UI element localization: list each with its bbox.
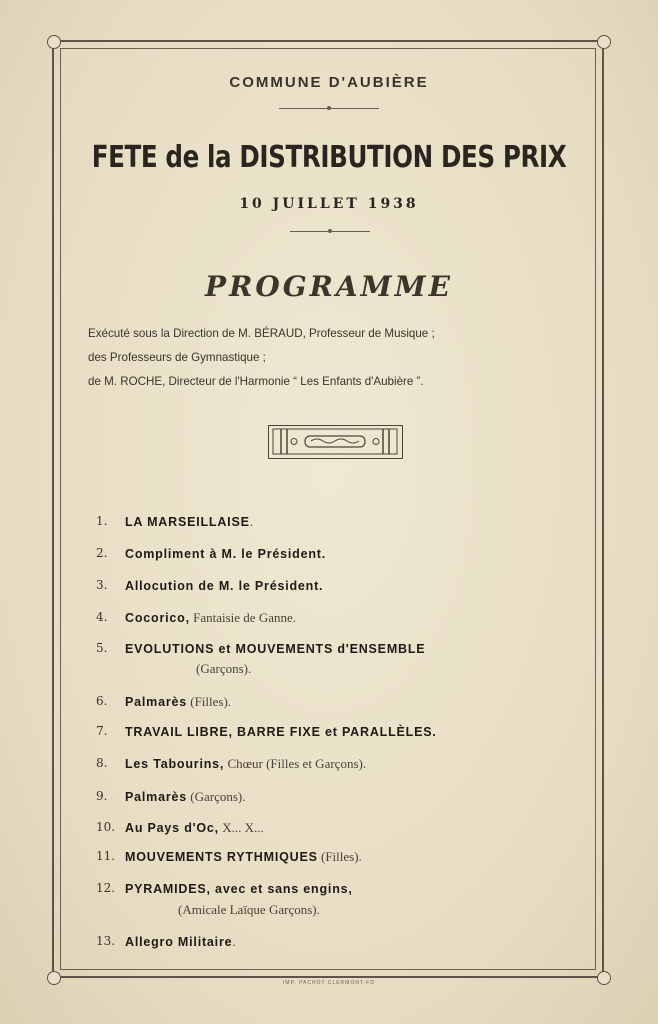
item-number: 9.	[96, 789, 108, 803]
item-number: 13.	[96, 934, 116, 948]
item-title: TRAVAIL LIBRE, BARRE FIXE et PARALLÈLES.	[125, 725, 437, 739]
divider-dot	[328, 229, 332, 233]
divider-dot	[327, 106, 331, 110]
item-detail: (Filles).	[187, 694, 232, 709]
frame-corner-ornament	[597, 35, 611, 49]
item-title: Allegro Militaire	[125, 935, 233, 949]
item-title: MOUVEMENTS RYTHMIQUES	[125, 850, 318, 864]
item-detail: Chœur (Filles et Garçons).	[224, 756, 367, 771]
item-number: 5.	[96, 641, 108, 655]
item-number: 1.	[96, 514, 108, 528]
item-title: PYRAMIDES, avec et sans engins,	[125, 882, 353, 896]
page-title: FETE de la DISTRIBUTION DES PRIX	[91, 140, 567, 175]
item-number: 12.	[96, 881, 116, 895]
programme-heading: PROGRAMME	[205, 270, 453, 303]
item-number: 6.	[96, 694, 108, 708]
item-title: Cocorico,	[125, 611, 190, 625]
item-title: Au Pays d'Oc,	[125, 821, 219, 835]
item-title: EVOLUTIONS et MOUVEMENTS d'ENSEMBLE	[125, 642, 426, 656]
item-detail: (Garçons).	[187, 789, 246, 804]
direction-line: des Professeurs de Gymnastique ;	[88, 351, 266, 364]
item-number: 4.	[96, 610, 108, 624]
event-date: 10 JUILLET 1938	[239, 196, 419, 212]
item-number: 11.	[96, 849, 116, 863]
item-title: Allocution de M. le Président.	[125, 579, 324, 593]
frame-corner-ornament	[47, 35, 61, 49]
commune-heading: COMMUNE D'AUBIÈRE	[229, 74, 429, 91]
item-detail: .	[249, 514, 253, 529]
item-number: 10.	[96, 820, 116, 834]
direction-line: de M. ROCHE, Directeur de l'Harmonie “ Les Enfants d'Aubière ”.	[88, 375, 424, 388]
printer-imprint: IMP. PACHOT CLERMONT-FD	[283, 980, 375, 986]
item-number: 3.	[96, 578, 108, 592]
item-detail: (Filles).	[317, 849, 362, 864]
direction-line: Exécuté sous la Direction de M. BÉRAUD, Professeur de Musique ;	[88, 327, 435, 340]
item-subtext: (Amicale Laïque Garçons).	[178, 902, 320, 917]
item-title: Palmarès	[125, 790, 187, 804]
item-subtext: (Garçons).	[196, 661, 252, 676]
item-number: 8.	[96, 756, 108, 770]
direction-credits	[88, 322, 588, 394]
item-detail: .	[232, 934, 236, 949]
item-title: LA MARSEILLAISE	[125, 515, 250, 529]
item-detail: X... X...	[218, 820, 264, 835]
item-title: Compliment à M. le Président.	[125, 547, 327, 561]
item-number: 2.	[96, 546, 108, 560]
item-detail: Fantaisie de Ganne.	[189, 610, 296, 625]
item-number: 7.	[96, 724, 108, 738]
item-title: Les Tabourins,	[125, 757, 225, 771]
item-title: Palmarès	[125, 695, 187, 709]
decorative-ornament	[268, 425, 403, 459]
ornament-icon	[269, 426, 401, 457]
